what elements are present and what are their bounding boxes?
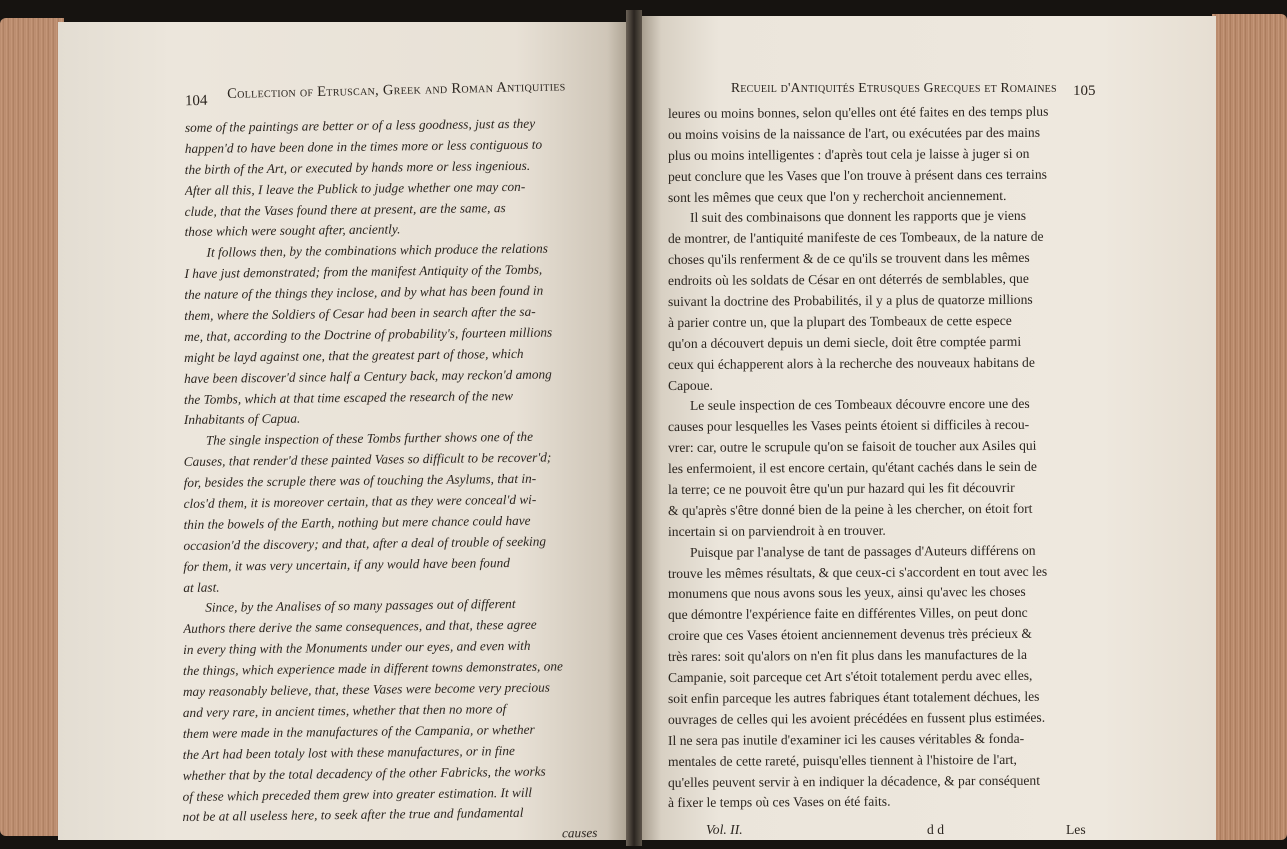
text-line: those which were sought after, anciently. <box>184 221 401 240</box>
text-line: la terre; ce ne pouvoit être qu'un pur hazard qui les fit découvrir <box>668 479 1015 498</box>
text-line: mentales de cette rareté, puisqu'elles tiennent à l'histoire de l'art, <box>668 751 1017 769</box>
text-line: and very rare, in ancient times, whether that then no more of <box>182 701 507 720</box>
text-line: leures ou moins bonnes, selon qu'elles ont été faites en des temps plus <box>668 103 1049 121</box>
text-line: Causes, that render'd these painted Vases so difficult to be recover'd; <box>183 449 552 470</box>
left-running-head: Collection of Etruscan, Greek and Roman Antiquities <box>227 78 566 102</box>
book-gutter <box>626 10 642 846</box>
text-line: It follows then, by the combinations which produce the relations <box>206 240 548 261</box>
text-line: de montrer, de l'antiquité manifeste de ces Tombeaux, de la nature de <box>668 229 1044 247</box>
text-line: have been discover'd since half a Century back, may reckon'd among <box>184 366 552 386</box>
text-line: I have just demonstrated; from the manifest Antiquity of the Tombs, <box>184 261 543 282</box>
right-page-number: 105 <box>1073 83 1096 99</box>
text-line: suivant la doctrine des Probabilités, il y a plus de quatorze millions <box>668 291 1033 310</box>
text-line: ouvrages de celles qui les avoient précédées en fussent plus estimées. <box>668 709 1046 727</box>
text-line: endroits où les soldats de César en ont déterrés de semblables, que <box>668 270 1029 289</box>
text-line: at last. <box>183 579 220 595</box>
text-line: Il suit des combinaisons que donnent les rapports que je viens <box>690 208 1027 226</box>
text-line: causes pour lesquelles les Vases peints étoient si difficiles à recou- <box>668 417 1030 435</box>
catchword: Les <box>1066 822 1086 837</box>
text-line: & qu'après s'être donné bien de la peine à les chercher, on étoit fort <box>668 500 1033 518</box>
left-page-text <box>182 113 600 849</box>
text-line: incertain si on parviendroit à en trouver. <box>668 522 886 539</box>
text-line: Since, by the Analises of so many passages out of different <box>205 596 516 616</box>
text-line: trouve les mêmes résultats, & que ceux-ci s'accordent en tout avec les <box>668 563 1048 581</box>
text-line: of these which preceded them grew into greater estimation. It will <box>182 784 533 804</box>
text-line: monumens que nous avons sous les yeux, ainsi qu'avec les choses <box>668 584 1026 602</box>
text-line: the Tombs, which at that time escaped the research of the new <box>183 387 514 407</box>
text-line: vrer: car, outre le scrupule qu'on se faisoit de toucher aux Asiles qui <box>668 437 1037 456</box>
text-line: not be at all useless here, to seek after the true and fundamental <box>182 805 524 825</box>
text-line: causes <box>561 825 598 841</box>
text-line: them, where the Soldiers of Cesar had been in search after the sa- <box>184 303 536 324</box>
text-line: occasion'd the discovery; and that, after a deal of trouble of seeking <box>183 533 547 553</box>
text-line: for, besides the scruple there was of touching the Asylums, that in- <box>183 470 537 491</box>
text-line: whether that by the total decadency of the other Fabricks, the works <box>182 763 546 783</box>
volume-label: Vol. II. <box>706 822 743 837</box>
text-line: plus ou moins intelligentes : d'après tout cela je laisse à juger si on <box>668 145 1030 163</box>
text-line: the Art had been totaly lost with these manufactures, or in fine <box>182 742 515 762</box>
text-line: qu'elles peuvent servir à en indiquer la décadence, & par conséquent <box>668 772 1040 790</box>
text-line: in every thing with the Monuments under our eyes, and even with <box>183 638 531 658</box>
text-line: choses qu'ils renferment & de ce qu'ils se trouvent dans les mêmes <box>668 250 1030 268</box>
text-line: me, that, according to the Doctrine of probability's, fourteen millions <box>184 324 553 344</box>
text-line: may reasonably believe, that, these Vases were become very precious <box>182 679 551 700</box>
text-line: qu'on a découvert depuis un demi siecle, doit être comptée parmi <box>668 333 1022 351</box>
left-page-number: 104 <box>184 92 208 110</box>
text-line: croire que ces Vases étoient anciennement devenus très précieux & <box>668 626 1032 644</box>
text-line: the things, which experience made in different towns demonstrates, one <box>183 658 563 679</box>
signature-mark: d d <box>927 822 944 837</box>
text-line: might be layd against one, that the greatest part of those, which <box>184 345 524 365</box>
text-line: for them, it was very uncertain, if any would have been found <box>183 554 510 574</box>
text-line: happen'd to have been done in the times more or less contiguous to <box>184 136 543 156</box>
text-line: Puisque par l'analyse de tant de passages d'Auteurs différens on <box>690 542 1036 560</box>
right-running-head: Recueil d'Antiquités Etrusques Grecques et Romaines <box>731 80 1057 95</box>
text-line: soit enfin parceque les autres fabriques étant totalement déchues, les <box>668 688 1040 706</box>
text-line: clos'd them, it is moreover certain, that as they were conceal'd wi- <box>183 491 537 512</box>
right-page-edges <box>1212 14 1287 840</box>
text-line: à fixer le temps où ces Vases on été faits. <box>668 794 891 811</box>
text-line: que démontre l'expérience faite en différentes Villes, on peut donc <box>668 605 1028 623</box>
text-line: les enfermoient, il est encore certain, qu'étant cachés dans le sein de <box>668 458 1037 477</box>
text-line: ceux qui échapperent alors à la recherche des nouveaux habitans de <box>668 354 1035 372</box>
text-line: Inhabitants of Capua. <box>183 411 301 428</box>
text-line: ou moins voisins de la naissance de l'art, ou exécutées par des mains <box>668 124 1041 142</box>
text-line: Capoue. <box>668 377 713 393</box>
text-line: peut conclure que les Vases que l'on trouve à présent dans ces terrains <box>668 166 1047 184</box>
left-page-edges <box>0 18 64 836</box>
text-line: the birth of the Art, or executed by hands more or less ingenious. <box>184 157 531 177</box>
text-line: sont les mêmes que ceux que l'on y recherchoit anciennement. <box>668 187 1007 205</box>
text-line: some of the paintings are better or of a less goodness, just as they <box>184 115 536 136</box>
right-page-text <box>668 101 1186 814</box>
text-line: Il ne sera pas inutile d'examiner ici les causes véritables & fonda- <box>668 730 1025 748</box>
text-line: them were made in the manufactures of the Campania, or whether <box>182 721 535 741</box>
text-line: thin the bowels of the Earth, nothing but mere chance could have <box>183 512 531 532</box>
text-line: Le seule inspection de ces Tombeaux découvre encore une des <box>690 396 1030 414</box>
text-line: the nature of the things they inclose, and by what has been found in <box>184 282 544 303</box>
text-line: clude, that the Vases found there at present, are the same, as <box>184 199 506 219</box>
text-line: très rares: soit qu'alors on n'en fit plus dans les manufactures de la <box>668 646 1027 665</box>
text-line: Campanie, soit parceque cet Art s'étoit totalement perdu avec elles, <box>668 667 1033 686</box>
text-line: After all this, I leave the Publick to judge whether one may con- <box>184 178 526 198</box>
text-line: Authors there derive the same consequences, and that, these agree <box>183 617 537 637</box>
text-line: The single inspection of these Tombs further shows one of the <box>205 429 534 449</box>
text-line: à parier contre un, que la plupart des Tombeaux de cette espece <box>668 312 1012 330</box>
